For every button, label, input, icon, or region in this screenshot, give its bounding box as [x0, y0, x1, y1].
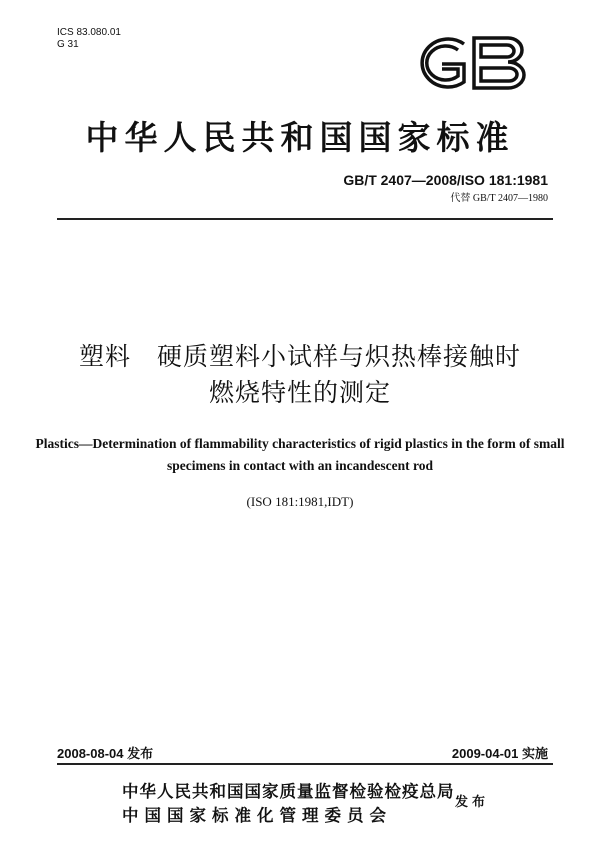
ccs-code: G 31	[57, 39, 79, 50]
chinese-title-line-2: 燃烧特性的测定	[208, 378, 391, 407]
issue-date: 2008-08-04 发布	[57, 746, 154, 761]
replaces-note: 代替 GB/T 2407—1980	[450, 193, 548, 204]
standard-body-title: 中华人民共和国国家标准	[85, 118, 515, 157]
adoption-note: (ISO 181:1981,IDT)	[246, 494, 354, 509]
bottom-divider	[57, 763, 553, 765]
issuer-line-2: 中国国家标准化管理委员会	[122, 806, 392, 825]
english-title: Plastics—Determination of flammability characteristics of rigid plastics in the form of small specimens in contact with an incandescent rod	[35, 436, 565, 473]
standard-number: GB/T 2407—2008/ISO 181:1981	[343, 172, 548, 188]
publish-label: 发布	[455, 795, 490, 810]
ics-code: ICS 83.080.01	[57, 27, 121, 38]
issuer-line-1: 中华人民共和国国家质量监督检验检疫总局	[122, 782, 455, 801]
classification-codes	[57, 27, 121, 51]
implementation-date: 2009-04-01 实施	[451, 746, 548, 761]
chinese-title-line-1: 塑料 硬质塑料小试样与炽热棒接触时	[78, 342, 521, 371]
gb-logo	[408, 34, 532, 92]
top-divider	[57, 218, 553, 220]
